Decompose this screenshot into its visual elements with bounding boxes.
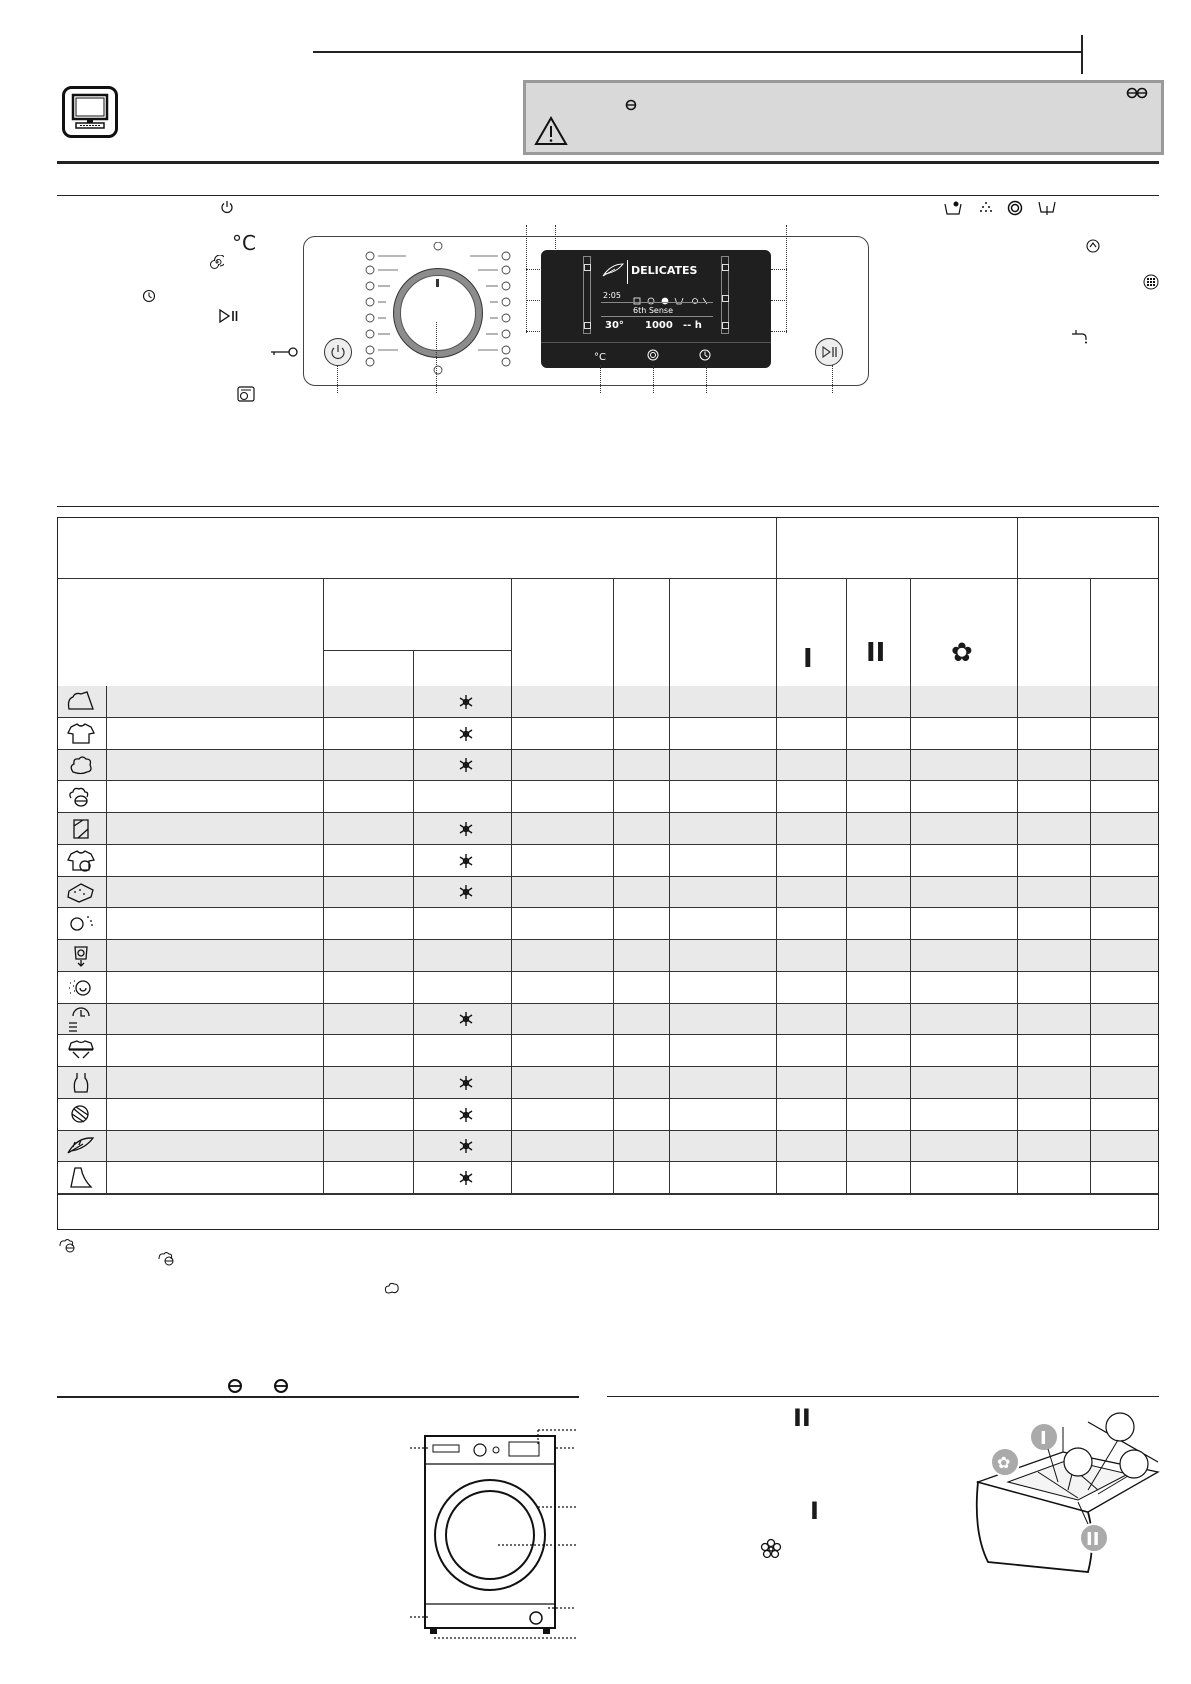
washing-machine-illustration: [408, 1422, 578, 1644]
callout-start: [832, 365, 833, 393]
table-row: [58, 686, 1158, 718]
warning-triangle-icon: [534, 116, 568, 146]
left-sq-1: [584, 264, 591, 271]
table-row: [58, 813, 1158, 845]
row-divider: [58, 1193, 1158, 1194]
power-button[interactable]: [324, 338, 352, 366]
cold-wash-icon: [457, 820, 475, 838]
grid-icon: [1143, 274, 1159, 290]
table-row: [58, 1035, 1158, 1067]
table-row: [58, 1099, 1158, 1131]
table-row: [58, 781, 1158, 813]
bottom-right-rule: [607, 1396, 1159, 1397]
table-row: [58, 908, 1158, 940]
prewash-icon: [944, 200, 962, 216]
mixed-icon: [64, 689, 98, 715]
display-spin: 1000: [645, 320, 673, 331]
cold-wash-icon: [457, 756, 475, 774]
right-sq-3: [722, 322, 729, 329]
section-rule-panel: [57, 195, 1159, 196]
vline-10: [1090, 578, 1091, 1194]
table-footer-line: [58, 1194, 1158, 1195]
section-rule-table: [57, 506, 1159, 507]
section-rule-thick: [57, 161, 1159, 164]
cold-wash-icon: [457, 1106, 475, 1124]
table-row: [58, 718, 1158, 750]
callout-h-4: [771, 269, 787, 270]
svg-text:✿: ✿: [997, 1453, 1011, 1472]
svg-text:II: II: [1086, 1529, 1100, 1550]
display-temperature: 30°: [605, 320, 624, 331]
spin-drain-icon: [64, 943, 98, 969]
temperature-icon: °C: [232, 231, 256, 255]
callout-dial: [436, 322, 437, 393]
start-pause-icon: [219, 309, 239, 323]
dial-programme-icons: [360, 242, 516, 377]
rinse-softener-icon: [64, 911, 98, 937]
delay-timer-icon: [142, 289, 157, 304]
callout-delay: [706, 365, 707, 393]
display-screen: [541, 250, 771, 368]
delicates-icon: [64, 1133, 98, 1159]
detergent-I-symbol: I: [803, 644, 813, 674]
table-row: [58, 972, 1158, 1004]
vline-2: [413, 650, 414, 1194]
right-sq-2: [722, 295, 729, 302]
top-rule: [313, 51, 1082, 53]
vline-4: [613, 578, 614, 1194]
vline-icon: [106, 686, 107, 1194]
spin-icon: [210, 255, 224, 269]
shirts-15-icon: [64, 1038, 98, 1064]
bedding-icon: [64, 879, 98, 905]
vline-1: [323, 578, 324, 1194]
key-lock-icon: [270, 346, 298, 358]
tap-water-icon: [1070, 328, 1094, 344]
vline-8: [910, 578, 911, 1194]
vline-9: [1017, 518, 1018, 1194]
duration: 2:05: [603, 291, 621, 300]
callout-top-3: [786, 225, 787, 333]
delicates-feather-icon: [601, 262, 625, 278]
cold-wash-icon: [457, 693, 475, 711]
double-eco-icon: [1126, 87, 1148, 99]
table-row: [58, 845, 1158, 877]
footnote-eco-icon-2: [156, 1250, 176, 1266]
power-icon: [220, 200, 234, 214]
table-row: [58, 940, 1158, 972]
vline-5: [669, 578, 670, 1194]
svg-text:I: I: [1040, 1428, 1047, 1449]
monitor-icon: [62, 86, 118, 138]
softener-symbol: ✿: [951, 638, 973, 668]
start-pause-button[interactable]: [815, 338, 843, 366]
colours-icon: [64, 848, 98, 874]
table-row: [58, 1004, 1158, 1036]
warning-box: [523, 80, 1164, 155]
left-sq-2: [584, 322, 591, 329]
footnote-eco-icon-1: [57, 1237, 77, 1253]
detergent-II-label: II: [793, 1404, 811, 1432]
cold-wash-icon: [457, 725, 475, 743]
cold-wash-icon: [457, 1137, 475, 1155]
programme-name: DELICATES: [631, 264, 698, 277]
callout-h-5: [771, 300, 787, 301]
start-pause-button-icon: [816, 339, 842, 365]
jeans-icon: [64, 1165, 98, 1191]
table-row: [58, 877, 1158, 909]
eco-icon-b: [273, 1378, 289, 1394]
callout-top-1: [526, 225, 527, 333]
spin-right-icon: [1007, 200, 1023, 216]
shirt-icon: [64, 721, 98, 747]
refresh-icon: [64, 975, 98, 1001]
drain-icon: [1038, 200, 1056, 216]
callout-h-3: [526, 331, 542, 332]
right-sq-1: [722, 264, 729, 271]
vline-7: [846, 578, 847, 1194]
vline-6: [776, 518, 777, 1194]
cold-wash-icon: [457, 1074, 475, 1092]
cold-wash-icon: [457, 852, 475, 870]
display-delay: -- h: [683, 320, 702, 331]
callout-top-2: [555, 225, 556, 253]
rinse-icon: [977, 200, 995, 216]
display-bottom-bar: [541, 342, 771, 343]
softener-label-icon: [760, 1538, 782, 1560]
refresh-small-icon: [1085, 238, 1101, 254]
dispenser-drawer-illustration: [968, 1402, 1164, 1582]
wool-icon: [64, 1102, 98, 1128]
cold-wash-icon: [457, 883, 475, 901]
option-indicators: [633, 292, 708, 300]
callout-h-1: [526, 269, 542, 270]
table-row: [58, 1131, 1158, 1163]
silk-icon: [64, 1070, 98, 1096]
cold-wash-icon: [457, 1169, 475, 1187]
detergent-dose-icon: [237, 386, 255, 402]
synthetics-icon: [64, 816, 98, 842]
rapid-30-icon: [64, 1006, 98, 1032]
cotton-icon: [64, 752, 98, 778]
display-divider: [627, 260, 628, 284]
delay-button-icon[interactable]: [698, 348, 712, 362]
detergent-II-symbol: II: [866, 638, 886, 668]
cold-wash-icon: [457, 1010, 475, 1028]
vline-3: [511, 578, 512, 1194]
display-line: [601, 302, 713, 303]
top-rule-tick: [1081, 35, 1083, 74]
svg-text:°C: °C: [594, 352, 606, 362]
table-header-line-2: [323, 650, 511, 651]
callout-h-6: [771, 331, 787, 332]
eco-icon-a: [227, 1378, 243, 1394]
detergent-I-label: I: [810, 1497, 819, 1525]
eco-cotton-icon: [64, 784, 98, 810]
table-row: [58, 750, 1158, 782]
callout-temp: [600, 365, 601, 393]
bottom-left-rule: [57, 1396, 579, 1398]
table-header-line-1: [58, 578, 1158, 579]
callout-h-2: [526, 300, 542, 301]
table-row: [58, 1162, 1158, 1194]
eco-drop-icon: [625, 99, 637, 111]
temp-button-icon[interactable]: [593, 348, 607, 362]
power-button-icon: [325, 339, 351, 365]
footnote-cotton-icon: [383, 1280, 401, 1296]
spin-button-icon[interactable]: [646, 348, 660, 362]
sixth-sense: 6th Sense: [633, 306, 673, 315]
table-row: [58, 1067, 1158, 1099]
callout-spin: [653, 365, 654, 393]
callout-power: [337, 365, 338, 393]
programme-table: [57, 517, 1159, 1230]
display-line-2: [601, 316, 713, 317]
